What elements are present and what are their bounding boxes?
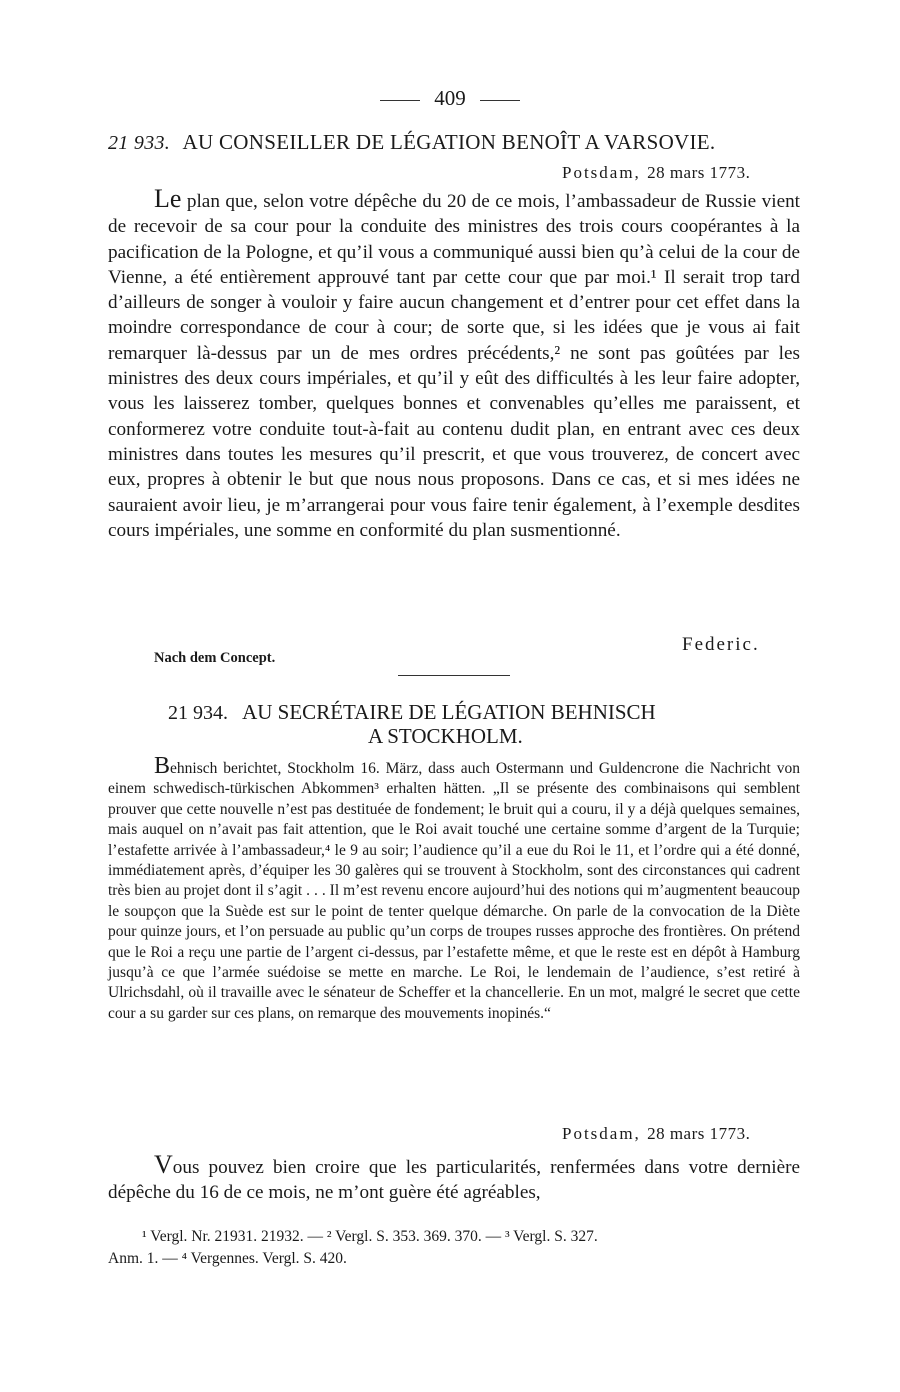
letter1-body	[108, 186, 800, 543]
header-dash-left	[380, 100, 420, 101]
letter1-date: 28 mars 1773.	[647, 163, 751, 182]
section-divider	[398, 675, 510, 676]
header-dash-right	[480, 100, 520, 101]
page-number: 409	[434, 86, 466, 110]
letter1-place: Potsdam,	[562, 163, 641, 182]
letter1-number: 21 933.	[108, 132, 171, 154]
footnote-line-1: ¹ Vergl. Nr. 21931. 21932. — ² Vergl. S. 353. 369. 370. — ³ Vergl. S. 327.	[142, 1228, 598, 1245]
letter2-body-dropcap: V	[154, 1150, 173, 1179]
letter2-summary-dropcap: B	[154, 753, 171, 779]
letter2-title-line2: A STOCKHOLM.	[368, 724, 523, 748]
letter1-source-note: Nach dem Concept.	[154, 650, 276, 666]
letter2-date: 28 mars 1773.	[647, 1124, 751, 1143]
page-header	[0, 86, 900, 111]
letter1-body-text: plan que, selon votre dépêche du 20 de ce mois, l’ambassadeur de Russie vient de recevoir de sa cour pour la conduite des ministres des trois cours coopérantes à la pacification de la Pologne, et qu’il vous a communiqué aussi bien qu’à celui de la cour de Vienne, a été entièrement approuvé tant par cette cour que par moi.¹ Il serait trop tard d’ailleurs de songer à vouloir y faire aucun changement et d’entrer pour cet effet dans la moindre correspondance de cour à cour; de sorte que, si les idées que je vous ai fait remarquer là-dessus par un de mes ordres précédents,² ne sont pas goûtées par les ministres des deux cours impériales, et qu’il y eût des difficultés à les leur faire adopter, vous les laisserez tomber, quelques bonnes et convenables qu’elles me paraissent, et conformerez votre conduite tout-à-fait au contenu dudit plan, en entrant avec ces deux ministres dans toutes les mesures qu’il prescrit, et que vous trouverez, de concert avec eux, propres à obtenir le but que nous nous proposons. Dans ce cas, et si mes idées ne sauraient avoir lieu, je m’arrangerai pour vous faire tenir également, à l’exemple desdites cours impériales, une somme en conformité du plan susmentionné.	[108, 191, 801, 541]
letter1-dateline	[562, 163, 750, 183]
footnotes	[108, 1226, 800, 1270]
letter1-dropcap: Le	[154, 184, 182, 213]
letter2-place: Potsdam,	[562, 1124, 641, 1143]
letter1-heading	[108, 130, 808, 155]
letter2-summary	[108, 753, 800, 1024]
letter1-title: AU CONSEILLER DE LÉGATION BENOÎT A VARSOVIE.	[182, 130, 716, 154]
letter1-signature: Federic.	[682, 634, 760, 655]
footnote-line-2: Anm. 1. — ⁴ Vergennes. Vergl. S. 420.	[108, 1250, 347, 1267]
letter2-body-text: ous pouvez bien croire que les particularités, renfermées dans votre dernière dépêche du 16 de ce mois, ne m’ont guère été agréables,	[108, 1157, 800, 1204]
letter2-heading	[168, 700, 656, 725]
letter2-dateline	[562, 1124, 750, 1144]
letter2-number: 21 934.	[168, 702, 228, 724]
letter2-title-line1: AU SECRÉTAIRE DE LÉGATION BEHNISCH	[242, 700, 656, 724]
letter2-summary-text: ehnisch berichtet, Stockholm 16. März, dass auch Ostermann und Guldencrone die Nachricht von einem schwedisch-türkischen Abkommen³ erhalten hätten. „Il se présente des combinaisons qui semblent prouver que cette nouvelle n’est pas destituée de fondement; le bruit qui a couru, il y a déjà quelques semaines, mais auquel on n’avait pas fait attention, que le Roi avait touché une certaine somme d’argent de la Turquie; l’estafette arrivée à l’ambassadeur,⁴ le 9 au soir; l’audience qu’il a eue du Roi le 11, et l’ordre qui a été donné, immédiatement après, d’équiper les 30 galères qui se trouvent à Stockholm, sont des circonstances qui cadrent très bien au projet dont il s’agit . . . Il m’est revenu encore aujourd’hui des notions qui m’augmentent beaucoup le soupçon que la Suède est sur le point de tenter quelque démarche. On parle de la convocation de la Diète pour quinze jours, et l’on persuade au public qu’un corps de troupes russes approche des frontières. On prétend que le Roi a reçu une partie de l’argent ci-dessus, par l’estafette même, et que le reste est en dépôt à Hamburg jusqu’à ce que l’armée suédoise se mette en marche. Le Roi, le lendemain de l’audience, s’est retiré à Ulrichsdahl, où il travaille avec le sénateur de Scheffer et la chancellerie. En un mot, malgré le secret que cette cour a su garder sur ces plans, on remarque des mouvements inopinés.“	[108, 760, 800, 1022]
letter2-body	[108, 1152, 800, 1206]
